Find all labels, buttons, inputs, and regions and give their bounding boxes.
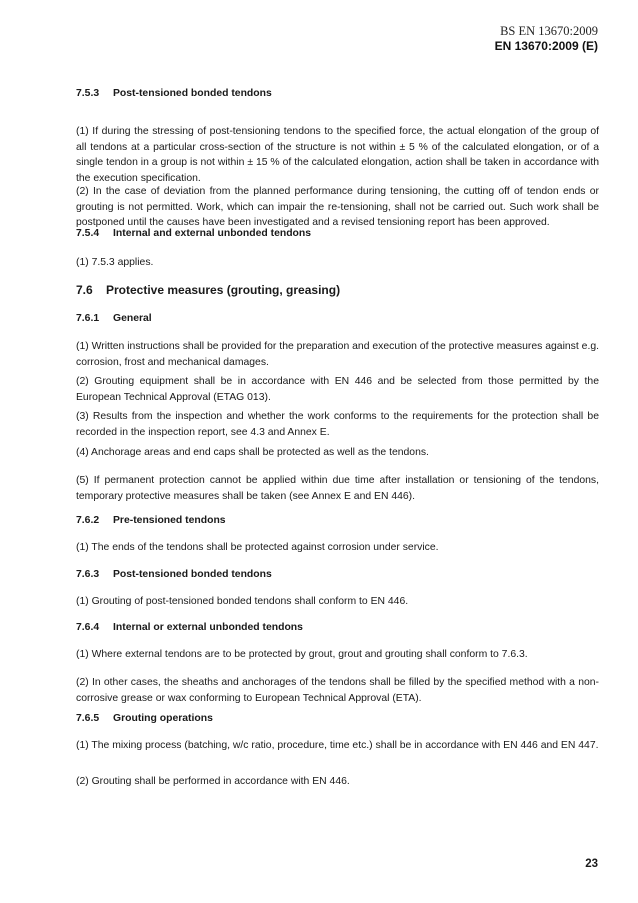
paragraph-7-6-2-1: (1) The ends of the tendons shall be protected against corrosion under service.	[76, 542, 439, 553]
section-title: Internal or external unbonded tendons	[113, 622, 303, 633]
section-title: Pre-tensioned tendons	[113, 515, 226, 526]
paragraph-7-6-5-1: (1) The mixing process (batching, w/c ratio, procedure, time etc.) shall be in accordance with EN 446 and EN 447.	[76, 740, 599, 751]
standard-designation-bs: BS EN 13670:2009	[500, 24, 598, 38]
page-header	[495, 24, 598, 54]
heading-7-6-2	[76, 515, 226, 526]
paragraph-7-6-4-1: (1) Where external tendons are to be protected by grout, grout and grouting shall conform to 7.6.3.	[76, 649, 528, 660]
section-number: 7.6.4	[76, 622, 100, 633]
section-number: 7.6.5	[76, 713, 100, 724]
section-title: General	[113, 313, 152, 324]
heading-7-6-4	[76, 622, 303, 633]
paragraph-7-6-1-3: (3) Results from the inspection and whether the work conforms to the requirements for the protection shall be recorded in the inspection report, see 4.3 and Annex E.	[76, 411, 599, 438]
section-number: 7.6.2	[76, 515, 100, 526]
paragraph-7-6-5-2: (2) Grouting shall be performed in accordance with EN 446.	[76, 776, 350, 787]
section-number: 7.6.1	[76, 313, 100, 324]
section-title: Post-tensioned bonded tendons	[113, 88, 272, 99]
section-title: Grouting operations	[113, 713, 213, 724]
paragraph-7-5-3-2: (2) In the case of deviation from the planned performance during tensioning, the cutting off of tendon ends or grouting is not permitted. Work, which can impair the re-tensioning, shall not be carried out. Such work shall be postponed until the causes have been investigated and a revised tensioning report has been approved.	[76, 186, 599, 228]
heading-7-6-3	[76, 569, 272, 580]
section-number: 7.6.3	[76, 569, 100, 580]
standard-designation-en: EN 13670:2009 (E)	[494, 39, 598, 53]
paragraph-7-6-1-1: (1) Written instructions shall be provided for the preparation and execution of the protective measures against e.g. corrosion, frost and mechanical damages.	[76, 341, 599, 368]
heading-7-5-3	[76, 88, 272, 99]
section-title: Post-tensioned bonded tendons	[113, 569, 272, 580]
paragraph-7-6-3-1: (1) Grouting of post-tensioned bonded tendons shall conform to EN 446.	[76, 596, 409, 607]
section-number: 7.5.4	[76, 228, 100, 239]
section-number: 7.6	[76, 283, 93, 297]
heading-7-6-5	[76, 713, 213, 724]
heading-7-6	[76, 283, 340, 297]
section-title: Protective measures (grouting, greasing)	[106, 283, 341, 297]
heading-7-5-4	[76, 228, 311, 239]
paragraph-7-6-1-5: (5) If permanent protection cannot be applied within due time after installation or tensioning of the tendons, temporary protective measures shall be taken (see Annex E and EN 446).	[76, 475, 599, 502]
section-title: Internal and external unbonded tendons	[113, 228, 312, 239]
paragraph-7-5-4-1: (1) 7.5.3 applies.	[76, 257, 154, 268]
paragraph-7-5-3-1: (1) If during the stressing of post-tensioning tendons to the specified force, the actual elongation of the group of all tendons at a particular cross-section of the structure is not within ± 5 % of the calculated elongation, or of a single tendon in a group is not within ± 15 % of the calculated elongation, action shall be taken in accordance with the execution specification.	[76, 126, 599, 184]
heading-7-6-1	[76, 313, 152, 324]
paragraph-7-6-1-2: (2) Grouting equipment shall be in accordance with EN 446 and be selected from those permitted by the European Technical Approval (ETAG 013).	[76, 376, 599, 403]
paragraph-7-6-1-4: (4) Anchorage areas and end caps shall be protected as well as the tendons.	[76, 447, 429, 458]
page-number: 23	[585, 858, 598, 870]
section-number: 7.5.3	[76, 88, 100, 99]
paragraph-7-6-4-2: (2) In other cases, the sheaths and anchorages of the tendons shall be filled by the specified method with a non-corrosive grease or wax conforming to European Technical Approval (ETA).	[76, 677, 599, 704]
